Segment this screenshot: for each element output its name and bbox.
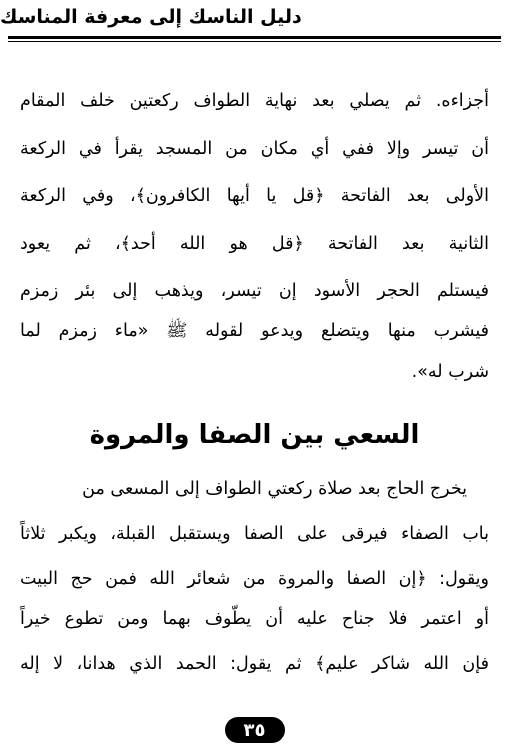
text-line: فإن الله شاكر عليم﴾ ثم يقول: الحمد الذي هدانا، لا إله: [20, 654, 489, 674]
page-number-badge: [225, 717, 285, 743]
text-line: فيستلم الحجر الأسود إن تيسر، ويذهب إلى بئر زمزم: [20, 281, 489, 301]
text-line: شرب له».: [411, 362, 489, 382]
text-line: باب الصفاء فيرقى على الصفا ويستقبل القبلة، ويكبر ثلاثاً: [20, 524, 489, 544]
text-line: يخرج الحاج بعد صلاة ركعتي الطواف إلى المسعى من: [82, 479, 467, 499]
running-title: دليل الناسك إلى معرفة المناسك: [0, 6, 302, 28]
text-line: أو اعتمر فلا جناح عليه أن يطّوف بهما ومن تطوع خيراً: [20, 609, 489, 629]
page-number: ٣٥: [243, 719, 266, 741]
text-line: ويقول: ﴿إن الصفا والمروة من شعائر الله فمن حج البيت: [20, 569, 489, 589]
text-line: فيشرب منها ويتضلع ويدعو لقوله ﷺ «ماء زمزم لما: [20, 321, 489, 341]
text-line: أجزاءه. ثم يصلي بعد نهاية الطواف ركعتين خلف المقام: [20, 91, 489, 111]
text-line: أن تيسر وإلا ففي أي مكان من المسجد يقرأ في الركعة: [20, 139, 489, 159]
section-heading: السعي بين الصفا والمروة: [89, 420, 420, 450]
text-line: الثانية بعد الفاتحة ﴿قل هو الله أحد﴾، ثم يعود: [20, 234, 489, 254]
text-line: الأولى بعد الفاتحة ﴿قل يا أيها الكافرون﴾، وفي الركعة: [20, 186, 489, 206]
